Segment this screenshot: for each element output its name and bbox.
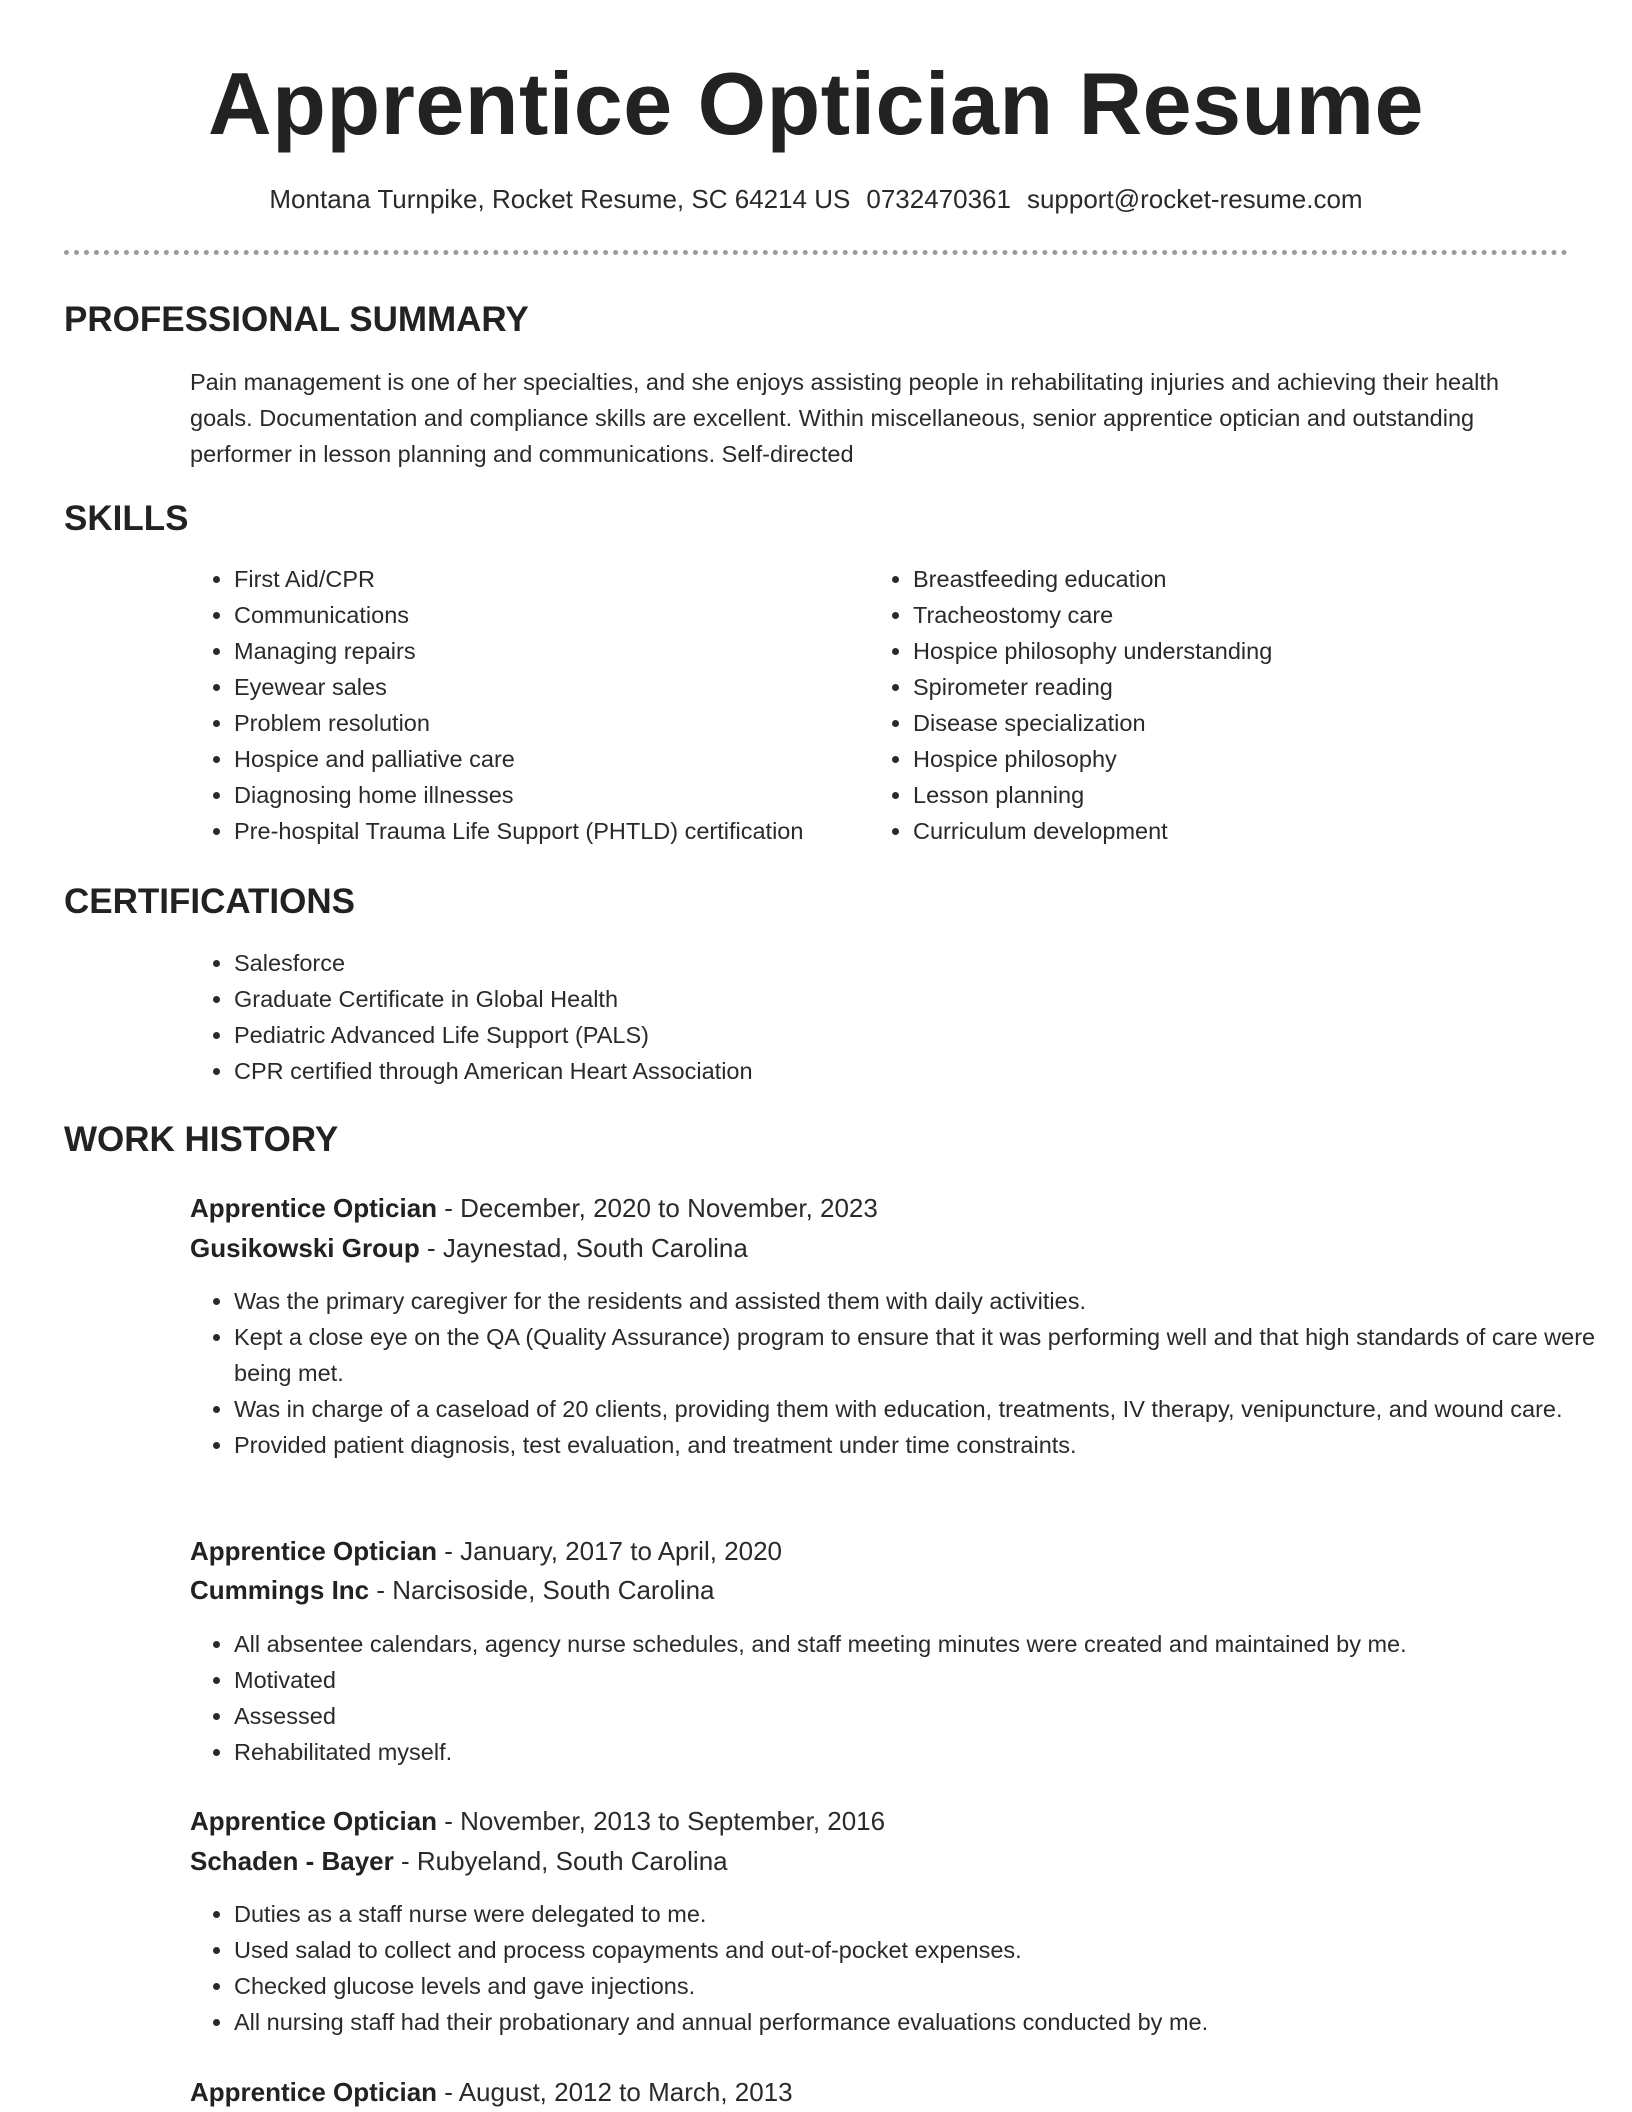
company-location: - Jaynestad, South Carolina bbox=[419, 1233, 748, 1263]
address-text: Montana Turnpike, Rocket Resume, SC 64214 US bbox=[269, 184, 851, 214]
skills-list-left bbox=[190, 561, 874, 849]
job-bullet: • Kept a close eye on the QA (Quality Assurance) program to ensure that it was performing well and that high standards of care were being met. bbox=[234, 1319, 1609, 1391]
certification-item: • CPR certified through American Heart Association bbox=[234, 1053, 1534, 1089]
job-company-line bbox=[190, 1230, 748, 1266]
skills-list-right bbox=[869, 561, 1563, 849]
page-title: Apprentice Optician Resume bbox=[208, 54, 1424, 153]
skill-item: • Tracheostomy care bbox=[913, 597, 1563, 633]
skill-item: • Eyewear sales bbox=[234, 669, 874, 705]
company-name: Gusikowski Group bbox=[190, 1233, 420, 1263]
job-title-line bbox=[190, 1533, 782, 1569]
skill-item: • Hospice and palliative care bbox=[234, 741, 874, 777]
job-title: Apprentice Optician bbox=[190, 1193, 438, 1223]
job-title: Apprentice Optician bbox=[190, 2077, 438, 2107]
company-location: - Rubyeland, South Carolina bbox=[393, 1846, 728, 1876]
job-title-line bbox=[190, 1803, 885, 1839]
email-text: support@rocket-resume.com bbox=[1026, 184, 1363, 214]
job-bullet: • Assessed bbox=[234, 1698, 1609, 1734]
skill-item: • Breastfeeding education bbox=[913, 561, 1563, 597]
skill-item: • Communications bbox=[234, 597, 874, 633]
company-name: Schaden - Bayer bbox=[190, 1846, 394, 1876]
certification-item: • Salesforce bbox=[234, 945, 1534, 981]
skill-item: • Curriculum development bbox=[913, 813, 1563, 849]
skill-item: • Pre-hospital Trauma Life Support (PHTLD) certification bbox=[234, 813, 874, 849]
job-bullet: • Motivated bbox=[234, 1662, 1609, 1698]
work-history-heading: WORK HISTORY bbox=[64, 1120, 339, 1159]
skill-item: • Hospice philosophy understanding bbox=[913, 633, 1563, 669]
skill-item: • Spirometer reading bbox=[913, 669, 1563, 705]
job-bullet: • Was the primary caregiver for the residents and assisted them with daily activities. bbox=[234, 1283, 1609, 1319]
certifications-list bbox=[190, 945, 1534, 1089]
skill-item: • Lesson planning bbox=[913, 777, 1563, 813]
skill-item: • Managing repairs bbox=[234, 633, 874, 669]
summary-heading: PROFESSIONAL SUMMARY bbox=[64, 300, 529, 339]
job-bullet: • Duties as a staff nurse were delegated to me. bbox=[234, 1896, 1609, 1932]
job-bullet: • Rehabilitated myself. bbox=[234, 1734, 1609, 1770]
job-dates: - August, 2012 to March, 2013 bbox=[437, 2077, 793, 2107]
certification-item: • Graduate Certificate in Global Health bbox=[234, 981, 1534, 1017]
job-bullet: • Used salad to collect and process copayments and out-of-pocket expenses. bbox=[234, 1932, 1609, 1968]
skill-item: • Problem resolution bbox=[234, 705, 874, 741]
job-bullets bbox=[190, 1283, 1609, 1463]
skill-item: • Hospice philosophy bbox=[913, 741, 1563, 777]
job-dates: - December, 2020 to November, 2023 bbox=[437, 1193, 878, 1223]
skill-item: • Diagnosing home illnesses bbox=[234, 777, 874, 813]
skills-heading: SKILLS bbox=[64, 499, 189, 538]
header-divider bbox=[64, 250, 1568, 255]
job-bullets bbox=[190, 1626, 1609, 1770]
certifications-heading: CERTIFICATIONS bbox=[64, 882, 356, 921]
job-bullet: • All absentee calendars, agency nurse schedules, and staff meeting minutes were created and maintained by me. bbox=[234, 1626, 1609, 1662]
job-title: Apprentice Optician bbox=[190, 1536, 438, 1566]
company-location: - Narcisoside, South Carolina bbox=[369, 1575, 715, 1605]
summary-text: Pain management is one of her specialties, and she enjoys assisting people in rehabilitating injuries and achieving their health goals. Documentation and compliance skills are excellent. Within miscellaneous, senior apprentice optician and outstanding performer in lesson planning and communications. Self-directed bbox=[190, 369, 1499, 467]
job-bullets bbox=[190, 1896, 1609, 2040]
job-bullet: • All nursing staff had their probationary and annual performance evaluations conducted by me. bbox=[234, 2004, 1609, 2040]
job-title-line bbox=[190, 1190, 878, 1226]
job-company-line bbox=[190, 1843, 728, 1879]
job-company-line bbox=[190, 1572, 715, 1608]
phone-text: 0732470361 bbox=[866, 184, 1011, 214]
skill-item: • First Aid/CPR bbox=[234, 561, 874, 597]
job-title: Apprentice Optician bbox=[190, 1806, 438, 1836]
job-bullet: • Provided patient diagnosis, test evaluation, and treatment under time constraints. bbox=[234, 1427, 1609, 1463]
contact-line bbox=[0, 181, 1632, 217]
job-bullet: • Checked glucose levels and gave injections. bbox=[234, 1968, 1609, 2004]
job-bullet: • Was in charge of a caseload of 20 clients, providing them with education, treatments, IV therapy, venipuncture, and wound care. bbox=[234, 1391, 1609, 1427]
job-title-line bbox=[190, 2074, 793, 2110]
job-dates: - January, 2017 to April, 2020 bbox=[437, 1536, 783, 1566]
certification-item: • Pediatric Advanced Life Support (PALS) bbox=[234, 1017, 1534, 1053]
skill-item: • Disease specialization bbox=[913, 705, 1563, 741]
company-name: Cummings Inc bbox=[190, 1575, 370, 1605]
job-dates: - November, 2013 to September, 2016 bbox=[437, 1806, 886, 1836]
